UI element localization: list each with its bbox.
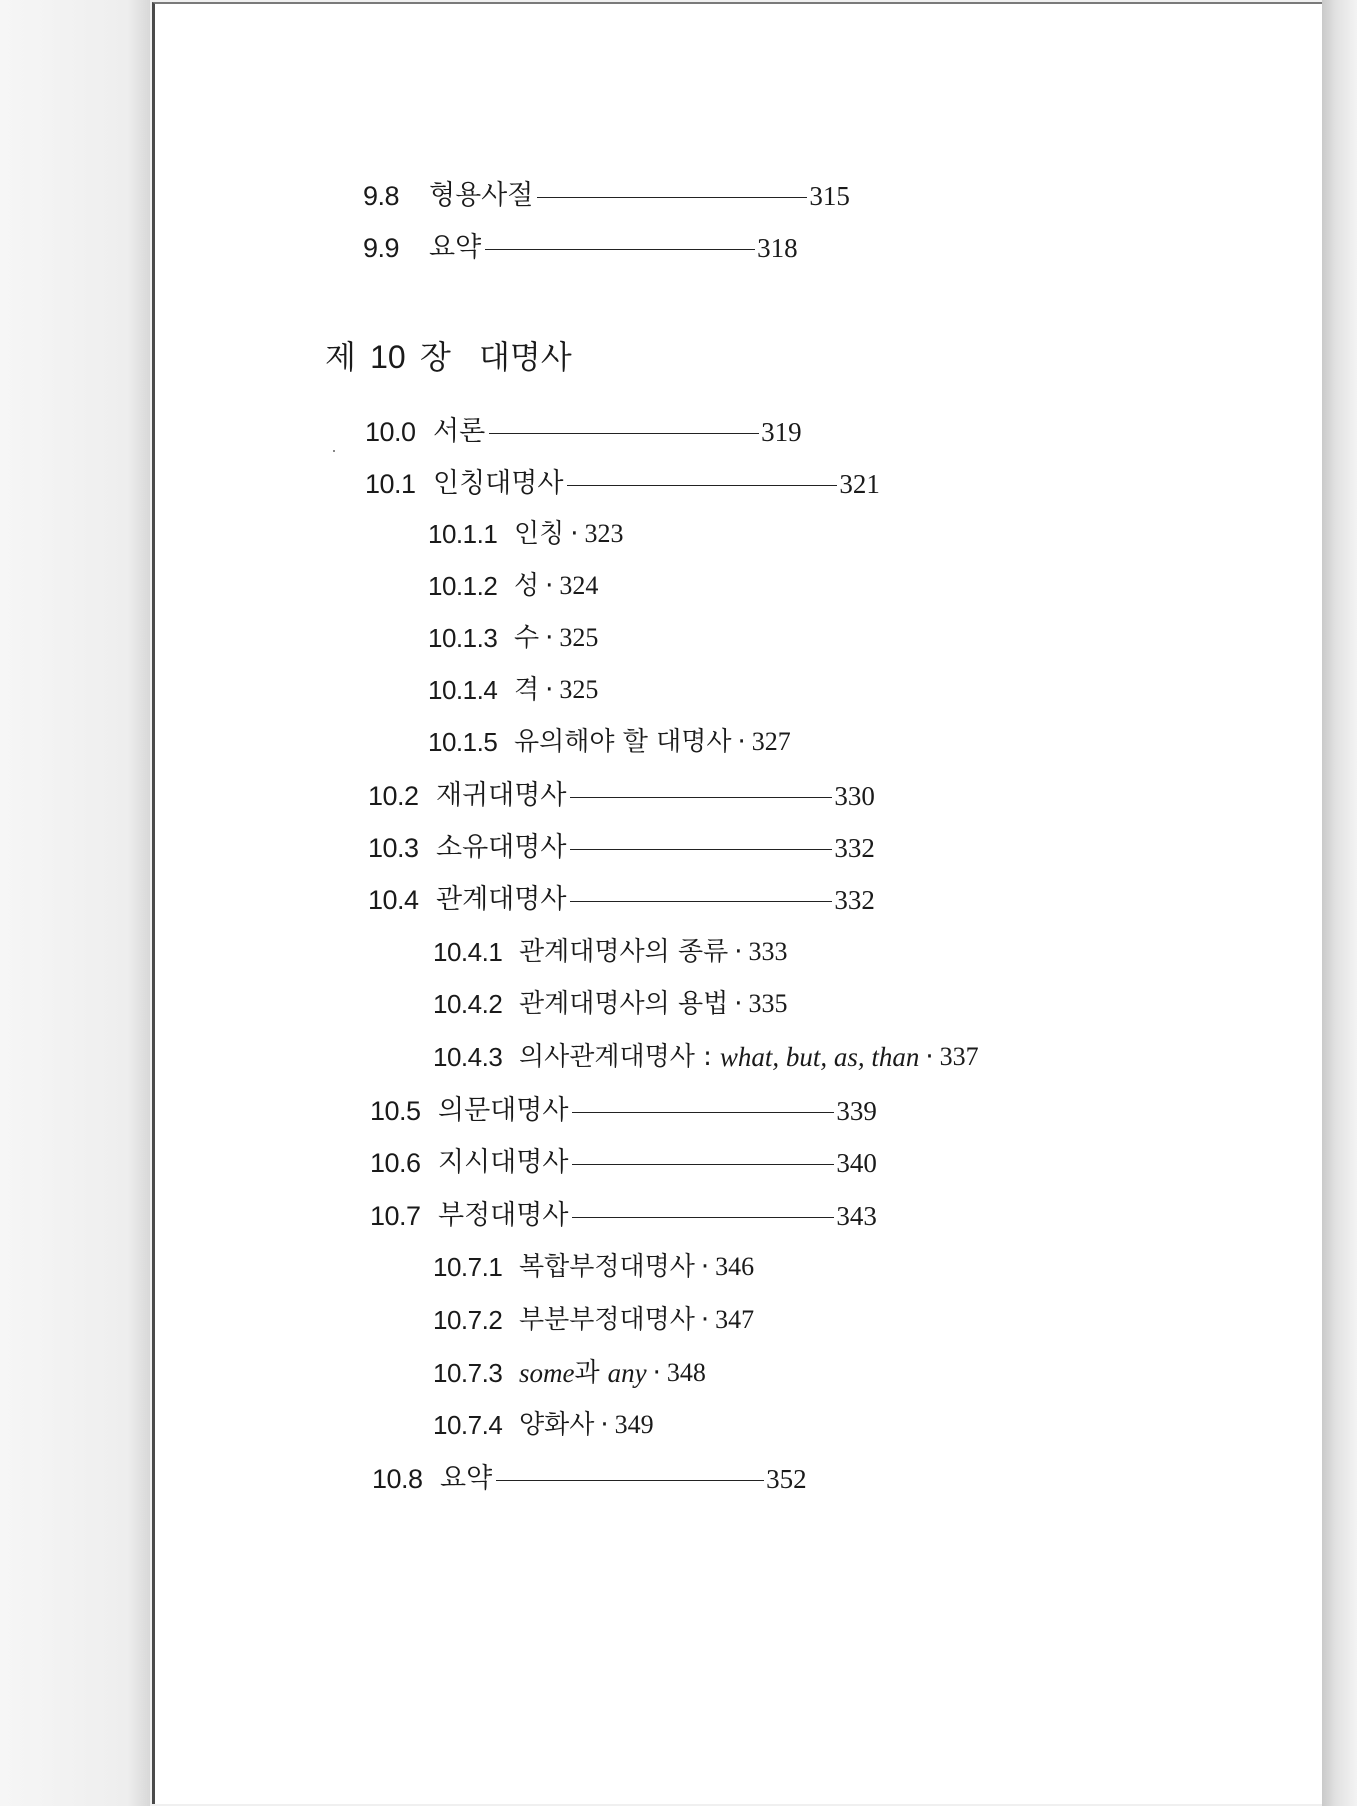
toc-entry-10-1-4[interactable] xyxy=(428,670,598,710)
section-title: 서론 xyxy=(433,416,486,447)
page-number: 335 xyxy=(748,989,788,1018)
section-number: 10.7.2 xyxy=(433,1305,503,1335)
chapter-suffix: 장 xyxy=(419,338,451,376)
separator-dot: · xyxy=(545,675,554,705)
dash-leader xyxy=(572,1112,834,1113)
toc-entry-10-1-2[interactable] xyxy=(428,566,598,606)
page-number: 343 xyxy=(836,1201,877,1231)
section-title: 지시대명사 xyxy=(438,1147,569,1178)
section-number: 10.7.1 xyxy=(433,1252,503,1282)
dash-leader xyxy=(485,249,755,250)
toc-entry-10-4-1[interactable] xyxy=(433,932,787,972)
page-number: 340 xyxy=(836,1148,877,1178)
section-number: 10.1.5 xyxy=(428,727,498,757)
dash-leader xyxy=(537,197,807,198)
toc-entry-10-1-5[interactable] xyxy=(428,722,791,762)
section-title: 관계대명사 xyxy=(436,884,567,915)
section-title: 요약 xyxy=(440,1463,493,1494)
separator-dot: · xyxy=(734,989,743,1019)
toc-entry-10-4-2[interactable] xyxy=(433,984,787,1024)
section-number: 10.1.1 xyxy=(428,519,498,549)
separator-dot: · xyxy=(925,1042,934,1072)
page-number: 327 xyxy=(751,727,791,756)
section-number: 10.2 xyxy=(368,781,419,811)
section-number: 10.4.1 xyxy=(433,937,503,967)
section-number: 10.1.4 xyxy=(428,675,498,705)
section-title: 관계대명사의 종류 xyxy=(519,937,729,967)
section-title: 부분부정대명사 xyxy=(519,1305,695,1335)
page-number: 333 xyxy=(748,937,788,966)
toc-entry-10-4-3[interactable] xyxy=(433,1037,979,1077)
book-page xyxy=(152,2,1322,1804)
section-number: 10.5 xyxy=(370,1096,421,1126)
page-number: 332 xyxy=(834,833,875,863)
page-number: 337 xyxy=(939,1042,979,1071)
chapter-title: 대명사 xyxy=(478,338,572,376)
page-number: 330 xyxy=(834,781,875,811)
section-number: 10.7.3 xyxy=(433,1358,503,1388)
toc-entry-10-1-1[interactable] xyxy=(428,514,624,554)
section-number: 10.4 xyxy=(368,885,419,915)
section-title: 양화사 xyxy=(519,1410,595,1440)
section-number: 10.1.2 xyxy=(428,571,498,601)
chapter-prefix: 제 xyxy=(325,338,356,376)
dash-leader xyxy=(570,901,832,902)
section-number: 10.4.3 xyxy=(433,1042,503,1072)
separator-dot: · xyxy=(545,571,554,601)
section-title: 관계대명사의 용법 xyxy=(519,989,729,1019)
section-number: 10.7.4 xyxy=(433,1410,503,1440)
section-title: 인칭대명사 xyxy=(433,468,564,499)
toc-entry-10-5[interactable] xyxy=(370,1091,877,1131)
toc-entry-10-1-3[interactable] xyxy=(428,618,598,658)
page-number: 346 xyxy=(715,1252,755,1281)
section-number: 10.0 xyxy=(365,417,416,447)
dash-leader xyxy=(572,1217,834,1218)
section-title: 수 xyxy=(514,623,540,653)
separator-dot: · xyxy=(570,519,579,549)
toc-entry-10-7-1[interactable] xyxy=(433,1247,754,1287)
separator-dot: · xyxy=(700,1252,710,1282)
section-number: 10.1 xyxy=(365,469,416,499)
toc-entry-10-6[interactable] xyxy=(370,1143,877,1183)
section-title: 격 xyxy=(514,675,540,705)
section-number: 10.3 xyxy=(368,833,419,863)
dash-leader xyxy=(496,1480,764,1481)
separator-dot: · xyxy=(600,1410,609,1440)
dash-leader xyxy=(567,485,837,486)
page-number: 318 xyxy=(757,233,798,263)
separator-dot: · xyxy=(700,1305,710,1335)
page-speck xyxy=(333,450,335,452)
separator-dot: · xyxy=(734,937,743,967)
page-number: 349 xyxy=(614,1410,654,1439)
section-title-italic: what, but, as, than xyxy=(719,1042,920,1072)
section-title: 유의해야 할 대명사 xyxy=(514,727,732,757)
section-number: 10.1.3 xyxy=(428,623,498,653)
toc-entry-10-7[interactable] xyxy=(370,1196,877,1236)
section-title: 요약 xyxy=(429,232,482,263)
section-number: 9.8 xyxy=(363,181,400,211)
dash-leader xyxy=(570,797,832,798)
section-title: 소유대명사 xyxy=(436,832,567,863)
section-title-italic: some xyxy=(519,1358,575,1388)
toc-entry-10-4[interactable] xyxy=(368,880,875,920)
section-title: 과 xyxy=(574,1358,600,1388)
page-number: 332 xyxy=(834,885,875,915)
section-number: 10.4.2 xyxy=(433,989,503,1019)
section-title: 재귀대명사 xyxy=(436,780,567,811)
toc-entry-10-8[interactable] xyxy=(372,1459,807,1499)
section-title: 부정대명사 xyxy=(438,1200,569,1231)
section-title-italic-2: any xyxy=(607,1358,647,1388)
toc-entry-10-3[interactable] xyxy=(368,828,875,868)
chapter-number: 10 xyxy=(370,339,406,375)
page-number: 324 xyxy=(559,571,599,600)
chapter-heading xyxy=(325,332,572,378)
section-number: 10.6 xyxy=(370,1148,421,1178)
toc-entry-10-2[interactable] xyxy=(368,776,875,816)
section-title: 형용사절 xyxy=(429,180,534,211)
dash-leader xyxy=(489,433,759,434)
toc-entry-10-7-4[interactable] xyxy=(433,1405,654,1445)
section-title: 인칭 xyxy=(514,519,565,549)
section-title: 성 xyxy=(514,571,540,601)
separator-dot: · xyxy=(545,623,554,653)
section-title: 의사관계대명사 : xyxy=(519,1042,712,1072)
separator-dot: · xyxy=(652,1358,661,1388)
page-number: 339 xyxy=(836,1096,877,1126)
toc-entry-9-9[interactable] xyxy=(363,228,798,268)
dash-leader xyxy=(572,1164,834,1165)
right-page-edge-shadow xyxy=(1322,0,1357,1806)
toc-entry-10-7-3[interactable] xyxy=(433,1353,706,1393)
page-number: 325 xyxy=(559,623,599,652)
section-title: 복합부정대명사 xyxy=(519,1252,695,1282)
table-of-contents xyxy=(155,4,1322,1804)
page-number: 319 xyxy=(761,417,802,447)
left-margin xyxy=(0,0,150,1806)
separator-dot: · xyxy=(737,727,746,757)
page-number: 321 xyxy=(839,469,880,499)
section-number: 9.9 xyxy=(363,233,400,263)
toc-entry-9-8[interactable] xyxy=(363,176,850,216)
section-number: 10.8 xyxy=(372,1464,423,1494)
page-number: 347 xyxy=(715,1305,755,1334)
toc-entry-10-7-2[interactable] xyxy=(433,1300,754,1340)
dash-leader xyxy=(570,849,832,850)
section-number: 10.7 xyxy=(370,1201,421,1231)
toc-entry-10-0[interactable] xyxy=(365,412,802,452)
page-number: 348 xyxy=(666,1358,706,1387)
page-number: 352 xyxy=(766,1464,807,1494)
page-number: 323 xyxy=(584,519,624,548)
page-number: 325 xyxy=(559,675,599,704)
page-number: 315 xyxy=(809,181,850,211)
section-title: 의문대명사 xyxy=(438,1095,569,1126)
toc-entry-10-1[interactable] xyxy=(365,464,880,504)
